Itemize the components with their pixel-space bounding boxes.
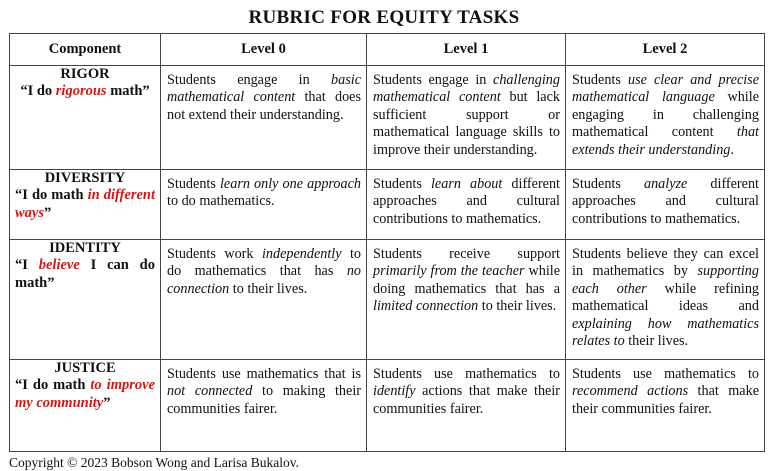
component-cell-justice xyxy=(10,360,161,452)
level-0-cell-rigor: Students engage in basic mathematical content that does not extend their understanding. xyxy=(161,66,367,170)
component-cell-identity xyxy=(10,240,161,360)
table-row-identity xyxy=(10,240,765,360)
component-quote: “I do rigorous math” xyxy=(20,83,150,100)
level-1-cell-rigor: Students engage in challenging mathematical content but lack sufficient support or mathematical language skills to improve their understanding. xyxy=(367,66,566,170)
component-quote: “I do math to improve my community” xyxy=(15,377,155,411)
component-name: IDENTITY xyxy=(49,240,121,256)
component-quote: “I do math in different ways” xyxy=(15,187,155,221)
page-title: RUBRIC FOR EQUITY TASKS xyxy=(248,7,520,28)
component-name: RIGOR xyxy=(60,66,110,82)
level-1-cell-diversity: Students learn about different approaches and cultural contributions to mathematics. xyxy=(367,170,566,240)
level-0-cell-identity: Students work independently to do mathematics that has no connection to their lives. xyxy=(161,240,367,360)
component-name: DIVERSITY xyxy=(44,170,126,186)
component-quote: “I believe I can do math” xyxy=(15,257,155,291)
level-2-cell-diversity: Students analyze different approaches and cultural contributions to mathematics. xyxy=(566,170,765,240)
header-component: Component xyxy=(10,34,161,66)
level-2-cell-identity: Students believe they can excel in mathematics by supporting each other while refining mathematical ideas and explaining how mathematics relates to their lives. xyxy=(566,240,765,360)
header-level-2: Level 2 xyxy=(566,34,765,66)
table-row-rigor xyxy=(10,66,765,170)
rubric-table xyxy=(9,33,765,452)
component-name: JUSTICE xyxy=(54,360,116,376)
header-level-0: Level 0 xyxy=(161,34,367,66)
level-0-cell-diversity: Students learn only one approach to do mathematics. xyxy=(161,170,367,240)
header-level-1: Level 1 xyxy=(367,34,566,66)
level-0-cell-justice: Students use mathematics that is not connected to making their communities fairer. xyxy=(161,360,367,452)
level-1-cell-justice: Students use mathematics to identify actions that make their communities fairer. xyxy=(367,360,566,452)
level-1-cell-identity: Students receive support primarily from the teacher while doing mathematics that has a limited connection to their lives. xyxy=(367,240,566,360)
header-row xyxy=(10,34,765,66)
table-row-justice xyxy=(10,360,765,452)
table-row-diversity xyxy=(10,170,765,240)
level-2-cell-rigor: Students use clear and precise mathematical language while engaging in challenging mathematical content that extends their understanding. xyxy=(566,66,765,170)
copyright-notice: Copyright © 2023 Bobson Wong and Larisa Bukalov. xyxy=(9,455,300,470)
level-2-cell-justice: Students use mathematics to recommend actions that make their communities fairer. xyxy=(566,360,765,452)
component-cell-diversity xyxy=(10,170,161,240)
component-cell-rigor xyxy=(10,66,161,170)
